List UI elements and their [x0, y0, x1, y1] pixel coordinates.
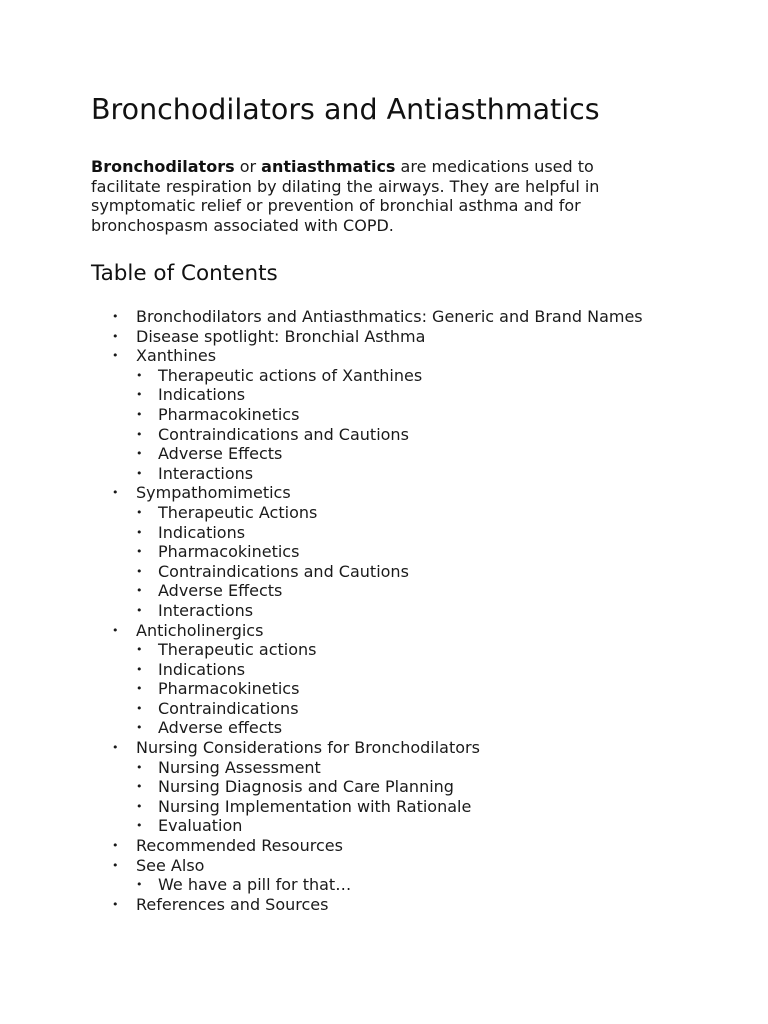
toc-heading: Table of Contents: [91, 261, 278, 286]
toc-subitem: [91, 797, 643, 817]
toc-link[interactable]: Adverse Effects: [158, 444, 283, 464]
toc-subitem: [91, 385, 643, 405]
bullet-icon: •: [136, 545, 143, 559]
toc-link[interactable]: Nursing Diagnosis and Care Planning: [158, 777, 454, 797]
bullet-icon: •: [112, 623, 119, 637]
toc-subitem: [91, 542, 643, 562]
bullet-icon: •: [136, 564, 143, 578]
toc-subitem: [91, 660, 643, 680]
bullet-icon: •: [136, 721, 143, 735]
toc-link[interactable]: Anticholinergics: [136, 620, 264, 640]
toc-link[interactable]: Adverse Effects: [158, 581, 283, 601]
bullet-icon: •: [136, 447, 143, 461]
toc-item: [91, 738, 643, 758]
toc-subitem: [91, 601, 643, 621]
toc-item: [91, 856, 643, 876]
toc-item: [91, 483, 643, 503]
toc-link[interactable]: We have a pill for that…: [158, 875, 352, 895]
term-antiasthmatics: antiasthmatics: [261, 157, 396, 176]
toc-link[interactable]: References and Sources: [136, 894, 329, 914]
toc-link[interactable]: See Also: [136, 855, 205, 875]
toc-link[interactable]: Interactions: [158, 600, 254, 620]
toc-link[interactable]: Indications: [158, 385, 246, 405]
bullet-icon: •: [136, 760, 143, 774]
bullet-icon: •: [136, 819, 143, 833]
bullet-icon: •: [112, 486, 119, 500]
bullet-icon: •: [112, 329, 119, 343]
bullet-icon: •: [136, 780, 143, 794]
bullet-icon: •: [136, 682, 143, 696]
toc-subitem: [91, 562, 643, 582]
bullet-icon: •: [112, 897, 119, 911]
toc-item: [91, 346, 643, 366]
bullet-icon: •: [136, 662, 143, 676]
toc-subitem: [91, 718, 643, 738]
toc-link[interactable]: Indications: [158, 659, 246, 679]
toc-link[interactable]: Nursing Assessment: [158, 757, 321, 777]
toc-link[interactable]: Sympathomimetics: [136, 483, 291, 503]
toc-subitem: [91, 444, 643, 464]
toc-subitem: [91, 464, 643, 484]
toc-link[interactable]: Nursing Implementation with Rationale: [158, 796, 472, 816]
bullet-icon: •: [136, 643, 143, 657]
toc-subitem: [91, 503, 643, 523]
toc-link[interactable]: Nursing Considerations for Bronchodilators: [136, 738, 480, 758]
bullet-icon: •: [112, 741, 119, 755]
bullet-icon: •: [136, 799, 143, 813]
toc-link[interactable]: Contraindications: [158, 698, 299, 718]
toc-item: [91, 327, 643, 347]
toc-link[interactable]: Pharmacokinetics: [158, 679, 300, 699]
bullet-icon: •: [112, 839, 119, 853]
toc-subitem: [91, 816, 643, 836]
bullet-icon: •: [136, 466, 143, 480]
page-title: Bronchodilators and Antiasthmatics: [91, 93, 600, 126]
toc-link[interactable]: Therapeutic actions of Xanthines: [158, 365, 423, 385]
table-of-contents: [91, 307, 643, 914]
bullet-icon: •: [136, 525, 143, 539]
toc-subitem: [91, 679, 643, 699]
toc-subitem: [91, 777, 643, 797]
toc-subitem: [91, 699, 643, 719]
bullet-icon: •: [136, 584, 143, 598]
bullet-icon: •: [136, 505, 143, 519]
toc-subitem: [91, 581, 643, 601]
bullet-icon: •: [112, 349, 119, 363]
toc-subitem: [91, 875, 643, 895]
bullet-icon: •: [136, 388, 143, 402]
toc-subitem: [91, 523, 643, 543]
bullet-icon: •: [112, 858, 119, 872]
toc-link[interactable]: Recommended Resources: [136, 836, 343, 856]
toc-link[interactable]: Pharmacokinetics: [158, 542, 300, 562]
intro-paragraph: [91, 157, 631, 236]
toc-subitem: [91, 366, 643, 386]
bullet-icon: •: [136, 407, 143, 421]
toc-link[interactable]: Evaluation: [158, 816, 243, 836]
toc-subitem: [91, 758, 643, 778]
bullet-icon: •: [136, 878, 143, 892]
intro-text: are medications used to facilitate respiration by dilating the airways. They are helpful in symptomatic relief or prevention of bronchial asthma and for bronchospasm associated with COPD.: [91, 157, 600, 236]
toc-link[interactable]: Contraindications and Cautions: [158, 561, 409, 581]
bullet-icon: •: [112, 310, 119, 323]
toc-link[interactable]: Therapeutic actions: [158, 640, 317, 660]
toc-link[interactable]: Xanthines: [136, 346, 217, 366]
toc-link[interactable]: Disease spotlight: Bronchial Asthma: [136, 326, 426, 346]
bullet-icon: •: [136, 427, 143, 441]
toc-item: [91, 836, 643, 856]
toc-item: [91, 307, 643, 327]
bullet-icon: •: [136, 701, 143, 715]
bullet-icon: •: [136, 603, 143, 617]
toc-link[interactable]: Interactions: [158, 463, 254, 483]
toc-item: [91, 621, 643, 641]
term-bronchodilators: Bronchodilators: [91, 157, 235, 176]
toc-link[interactable]: Therapeutic Actions: [158, 502, 318, 522]
toc-subitem: [91, 640, 643, 660]
toc-subitem: [91, 425, 643, 445]
toc-subitem: [91, 405, 643, 425]
toc-link[interactable]: Pharmacokinetics: [158, 404, 300, 424]
bullet-icon: •: [136, 368, 143, 382]
toc-link[interactable]: Adverse effects: [158, 718, 283, 738]
intro-conjunction: or: [234, 157, 262, 176]
toc-link[interactable]: Contraindications and Cautions: [158, 424, 409, 444]
toc-item: [91, 895, 643, 915]
toc-link[interactable]: Bronchodilators and Antiasthmatics: Generic and Brand Names: [136, 307, 643, 326]
toc-link[interactable]: Indications: [158, 522, 246, 542]
